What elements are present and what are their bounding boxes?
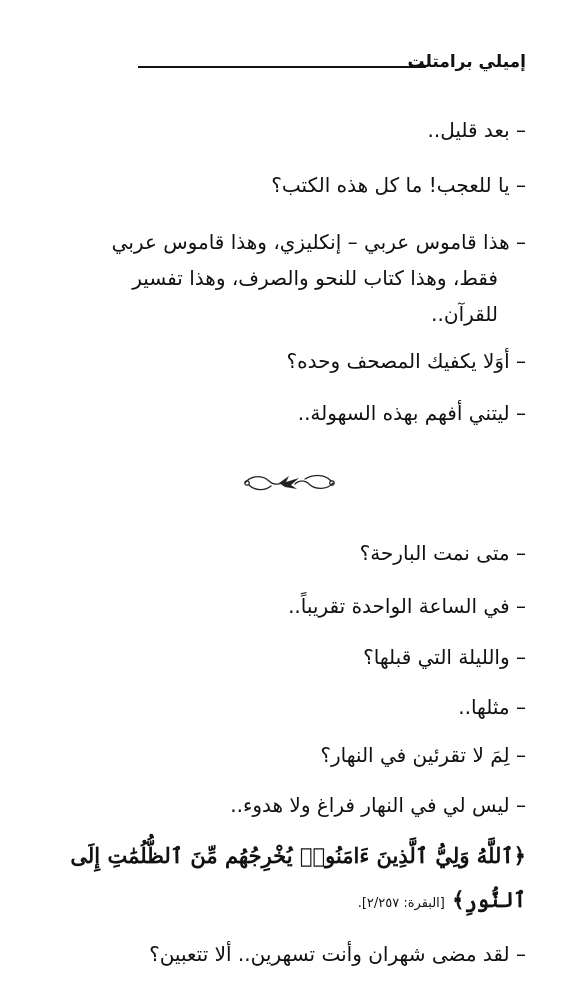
dialogue-line-1: – بعد قليل.. <box>427 118 526 142</box>
dialogue-line-2: – يا للعجب! ما كل هذه الكتب؟ <box>271 173 526 197</box>
floral-ornament-icon <box>239 465 339 501</box>
quran-verse <box>70 834 526 926</box>
dialogue-line-3: – أوَلا يكفيك المصحف وحده؟ <box>286 349 526 373</box>
running-header <box>138 50 526 82</box>
dialogue-line-10: – ليس لي في النهار فراغ ولا هدوء.. <box>230 793 526 817</box>
verse-reference: [البقرة: ٢/٢٥٧]. <box>357 896 445 911</box>
paragraph-line-3: للقرآن.. <box>431 302 498 326</box>
dialogue-line-last: – لقد مضى شهران وأنت تسهرين.. ألا تتعبين؟ <box>149 942 526 966</box>
dialogue-line-4: – ليتني أفهم بهذه السهولة.. <box>297 401 526 425</box>
paragraph-line-2: فقط، وهذا كتاب للنحو والصرف، وهذا تفسير <box>132 266 498 290</box>
dialogue-paragraph <box>55 224 526 332</box>
dialogue-line-6: – في الساعة الواحدة تقريباً.. <box>288 594 526 618</box>
paragraph-line-1: – هذا قاموس عربي – إنكليزي، وهذا قاموس عربي <box>111 230 526 254</box>
dialogue-line-8: – مثلها.. <box>458 695 526 719</box>
header-rule <box>138 66 426 68</box>
verse-text-end: ٱلنُّورِ﴾ <box>452 887 526 912</box>
author-name: إميلي برامتلت <box>407 52 526 72</box>
dialogue-line-7: – والليلة التي قبلها؟ <box>363 645 526 669</box>
verse-line-2 <box>70 878 526 926</box>
dialogue-line-5: – متى نمت البارحة؟ <box>359 541 526 565</box>
verse-line-1: ﴿ٱللَّهُ وَلِيُّ ٱلَّذِينَ ءَامَنُوا۟ يُخْرِجُهُم مِّنَ ٱلظُّلُمَٰتِ إِلَى <box>70 843 526 868</box>
dialogue-line-9: – لِمَ لا تقرئين في النهار؟ <box>320 743 526 767</box>
